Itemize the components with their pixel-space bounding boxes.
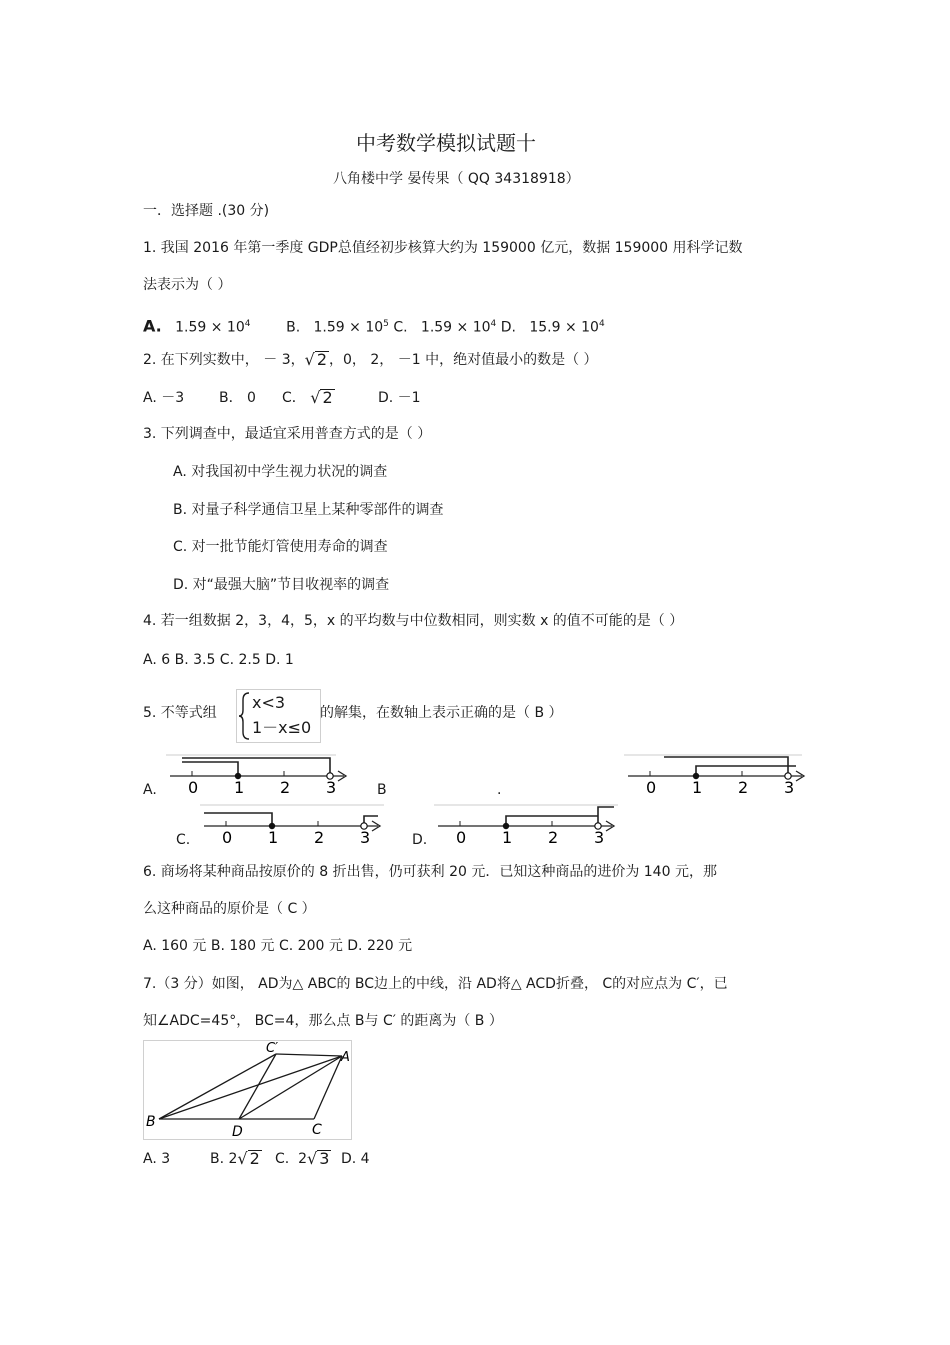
tick-0: 0 xyxy=(646,778,657,796)
q1-option-b-exp: 5 xyxy=(383,319,389,329)
label-c-prime: C′ xyxy=(266,1041,279,1056)
tick-3: 3 xyxy=(784,778,795,796)
q4-stem: 4. 若一组数据 2，3，4，5，x 的平均数与中位数相同，则实数 x 的值不可能的是（ ） xyxy=(143,613,684,629)
q1-stem-line1: 1. 我国 2016 年第一季度 GDP总值经初步核算大约为 159000 亿元，数据 159000 用科学记数 xyxy=(143,240,743,256)
q1-option-d-value: 15.9 × 10 xyxy=(529,319,599,336)
inequality-2: 1－x≤0 xyxy=(252,718,312,737)
section-heading: 一．选择题 .(30 分) xyxy=(143,203,270,219)
tick-1: 1 xyxy=(502,828,513,846)
q1-option-b-value: 1.59 × 10 xyxy=(313,319,384,336)
q7-stem-line2: 知∠ADC=45°， BC=4，那么点 B与 C′ 的距离为（ B ） xyxy=(143,1013,503,1029)
q7-option-a: A. 3 xyxy=(143,1151,171,1167)
q7-figure xyxy=(143,1040,352,1140)
q3-stem: 3. 下列调查中，最适宜采用普查方式的是（ ） xyxy=(143,426,432,442)
q3-option-a: A. 对我国初中学生视力状况的调查 xyxy=(173,464,388,480)
number-line-a xyxy=(166,754,350,796)
q5-label-c: C. xyxy=(176,832,191,848)
tick-2: 2 xyxy=(280,778,291,796)
q1-option-c-label: C. xyxy=(393,319,408,336)
inequality-1: x<3 xyxy=(252,693,286,712)
q1-stem-line2: 法表示为（ ） xyxy=(143,277,232,293)
q6-stem-line1: 6. 商场将某种商品按原价的 8 折出售，仍可获利 20 元．已知这种商品的进价为 140 元，那 xyxy=(143,864,717,880)
tick-3: 3 xyxy=(326,778,337,796)
q4-options: A. 6 B. 3.5 C. 2.5 D. 1 xyxy=(143,652,294,668)
q7-option-d: D. 4 xyxy=(341,1151,370,1167)
number-line-c xyxy=(200,804,384,846)
q1-option-d-label: D. xyxy=(500,319,516,336)
q5-label-a: A. xyxy=(143,782,157,798)
tick-1: 1 xyxy=(268,828,279,846)
number-line-d xyxy=(434,804,618,846)
label-b: B xyxy=(146,1114,156,1130)
q2-option-b: B． 0 xyxy=(219,390,256,406)
tick-0: 0 xyxy=(188,778,199,796)
q3-option-d: D. 对“最强大脑”节目收视率的调查 xyxy=(173,577,390,593)
label-d: D xyxy=(232,1124,243,1139)
q1-option-d-exp: 4 xyxy=(598,319,605,329)
tick-0: 0 xyxy=(222,828,233,846)
q1-options xyxy=(143,315,605,337)
label-c: C xyxy=(312,1122,322,1138)
q6-options: A. 160 元 B. 180 元 C. 200 元 D. 220 元 xyxy=(143,938,413,954)
q1-option-c-value: 1.59 × 10 xyxy=(420,319,491,336)
q2-stem-start: 2. 在下列实数中， － 3， xyxy=(143,352,305,368)
tick-0: 0 xyxy=(456,828,467,846)
q2-option-a: A. －3 xyxy=(143,390,185,406)
q5-label-d: D. xyxy=(412,832,428,848)
q2-option-d: D. －1 xyxy=(378,390,421,406)
q1-option-a-value: 1.59 × 10 xyxy=(175,319,245,336)
tick-3: 3 xyxy=(594,828,605,846)
sqrt3-symbol: √ 3 xyxy=(307,1149,330,1168)
tick-1: 1 xyxy=(692,778,703,796)
tick-1: 1 xyxy=(234,778,245,796)
q3-option-c: C. 对一批节能灯管使用寿命的调查 xyxy=(173,539,388,555)
tick-2: 2 xyxy=(738,778,749,796)
author-line: 八角楼中学 晏传果（ QQ 34318918） xyxy=(333,171,580,187)
q3-option-b: B. 对量子科学通信卫星上某种零部件的调查 xyxy=(173,502,444,518)
q5-label-b: B xyxy=(377,782,387,798)
label-a: A xyxy=(341,1050,350,1065)
number-line-b xyxy=(624,754,808,796)
q2-stem-end: ，0， 2， －1 中，绝对值最小的数是（ ） xyxy=(329,352,598,368)
q7-option-b: B. 2√ 2 xyxy=(210,1149,260,1168)
q5-stem-end: 的解集，在数轴上表示正确的是（ B ） xyxy=(320,705,563,721)
q6-stem-line2: 么这种商品的原价是（ C ） xyxy=(143,901,316,917)
tick-3: 3 xyxy=(360,828,371,846)
q7-stem-line1: 7.（3 分）如图， AD为△ ABC的 BC边上的中线，沿 AD将△ ACD折叠， C的对应点为 C′，已 xyxy=(143,976,728,992)
q1-option-b-label: B. xyxy=(286,319,301,336)
q1-option-a-label: A. xyxy=(143,316,162,336)
inequality-system xyxy=(236,689,321,743)
sqrt2-symbol: √ 2 xyxy=(237,1149,260,1168)
tick-2: 2 xyxy=(314,828,325,846)
q2-stem xyxy=(143,351,598,369)
tick-2: 2 xyxy=(548,828,559,846)
q1-option-a-exp: 4 xyxy=(244,319,251,329)
sqrt2-symbol: √ 2 xyxy=(310,388,333,407)
page-title: 中考数学模拟试题十 xyxy=(356,131,536,155)
q5-label-dot: . xyxy=(497,782,502,798)
sqrt2-symbol: √ 2 xyxy=(304,350,328,369)
q1-option-c-exp: 4 xyxy=(490,319,497,329)
q2-option-c: C． √ 2 xyxy=(282,388,333,407)
q5-stem-start: 5. 不等式组 xyxy=(143,705,217,721)
q7-option-c: C. 2√ 3 xyxy=(275,1149,330,1168)
